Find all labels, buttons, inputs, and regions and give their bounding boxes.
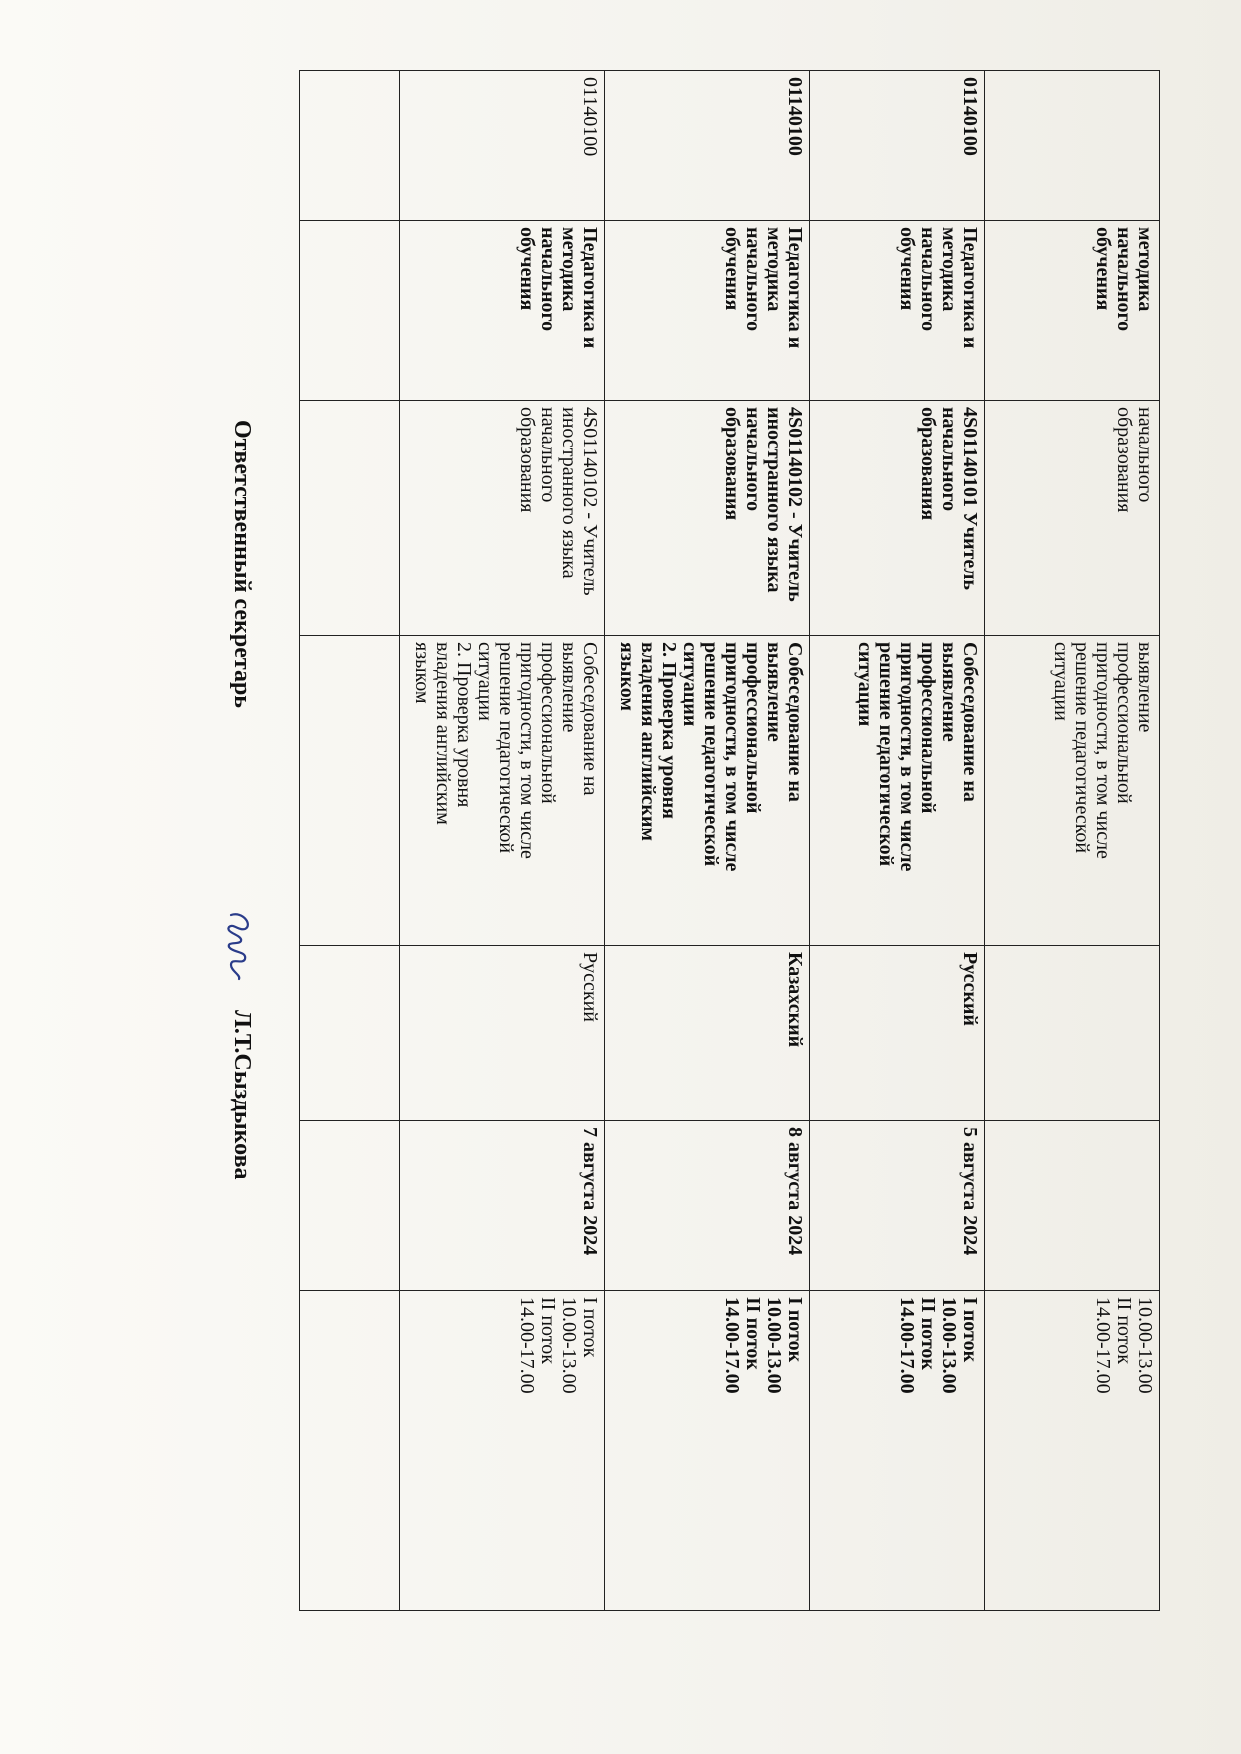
cell-line: 14.00-17.00	[896, 1297, 918, 1394]
cell-code	[300, 71, 400, 221]
cell-line: 10.00-13.00	[1134, 1297, 1156, 1394]
cell-line: пригодности, в том числе	[721, 642, 743, 872]
cell-line: выявление	[938, 642, 960, 742]
cell-line: профессиональной	[742, 642, 764, 814]
cell-line: образования	[1113, 407, 1135, 513]
cell-line: Собеседование на	[959, 642, 981, 802]
table-row	[400, 71, 605, 1611]
cell-date	[985, 1121, 1160, 1291]
cell-line: решение педагогической	[495, 642, 517, 854]
cell-line: методика	[938, 227, 960, 312]
cell-line: Педагогика и	[579, 227, 601, 349]
cell-line: 4S01140102 - Учитель	[579, 407, 601, 596]
cell-line: пригодности, в том числе	[516, 642, 538, 859]
cell-language	[300, 946, 400, 1121]
cell-line: 14.00-17.00	[721, 1297, 743, 1394]
cell-line: начального	[938, 407, 960, 512]
cell-line: обучения	[516, 227, 538, 311]
cell-language: Казахский	[605, 946, 810, 1121]
table-row	[605, 71, 810, 1611]
cell-subject	[985, 221, 1160, 401]
signature-block	[215, 40, 255, 1674]
cell-line: профессиональной	[1113, 642, 1135, 804]
cell-line: языком	[616, 642, 638, 711]
cell-line: начального	[1113, 227, 1135, 332]
handwritten-signature	[217, 905, 261, 985]
cell-line: обучения	[721, 227, 743, 311]
cell-time	[300, 1291, 400, 1611]
table-row	[985, 71, 1160, 1611]
cell-line: I поток	[784, 1297, 806, 1363]
cell-line: иностранного языка	[763, 407, 785, 593]
cell-program	[985, 401, 1160, 636]
cell-date	[300, 1121, 400, 1291]
cell-line: решение педагогической	[700, 642, 722, 867]
cell-line: II поток	[1113, 1297, 1135, 1364]
signatory-name: Л.Т.Сыздыкова	[229, 1010, 255, 1180]
cell-time	[605, 1291, 810, 1611]
cell-line: образования	[721, 407, 743, 521]
table-row	[810, 71, 985, 1611]
cell-line: методика	[763, 227, 785, 312]
cell-line: Собеседование на	[579, 642, 601, 796]
cell-line: начального	[537, 407, 559, 503]
cell-subject	[810, 221, 985, 401]
cell-line: Собеседование на	[784, 642, 806, 802]
cell-line: начального	[917, 227, 939, 332]
cell-date: 7 августа 2024	[400, 1121, 605, 1291]
cell-date: 8 августа 2024	[605, 1121, 810, 1291]
cell-line: 14.00-17.00	[516, 1297, 538, 1394]
cell-exam	[300, 636, 400, 946]
cell-line: 2. Проверка уровня	[453, 642, 475, 808]
cell-code: 01140100	[810, 71, 985, 221]
cell-language: Русский	[400, 946, 605, 1121]
cell-line: выявление	[763, 642, 785, 742]
cell-line: профессиональной	[917, 642, 939, 814]
cell-line: начального	[742, 227, 764, 332]
cell-subject	[605, 221, 810, 401]
cell-line: профессиональной	[537, 642, 559, 804]
cell-exam	[985, 636, 1160, 946]
cell-line: 10.00-13.00	[763, 1297, 785, 1394]
cell-language	[985, 946, 1160, 1121]
cell-line: методика	[1134, 227, 1156, 312]
cell-line: методика	[558, 227, 580, 312]
cell-line: 10.00-13.00	[938, 1297, 960, 1394]
cell-line: ситуации	[1050, 642, 1072, 721]
cell-code	[985, 71, 1160, 221]
cell-date: 5 августа 2024	[810, 1121, 985, 1291]
cell-line: языком	[411, 642, 433, 704]
rotated-landscape-page	[60, 40, 1160, 1674]
cell-exam	[605, 636, 810, 946]
cell-code: 01140100	[605, 71, 810, 221]
cell-line: ситуации	[854, 642, 876, 727]
cell-line: обучения	[1092, 227, 1114, 311]
cell-subject	[300, 221, 400, 401]
cell-line: образования	[516, 407, 538, 513]
cell-line: 4S01140102 - Учитель	[784, 407, 806, 602]
signatory-title: Ответственный секретарь	[229, 420, 255, 708]
cell-line: 10.00-13.00	[558, 1297, 580, 1394]
cell-line: выявление	[558, 642, 580, 733]
cell-line: 14.00-17.00	[1092, 1297, 1114, 1394]
cell-line: владения английским	[637, 642, 659, 842]
cell-line: решение педагогической	[1071, 642, 1093, 854]
cell-program	[810, 401, 985, 636]
cell-line: начального	[537, 227, 559, 332]
cell-line: владения английским	[432, 642, 454, 825]
cell-line: I поток	[959, 1297, 981, 1363]
cell-time	[400, 1291, 605, 1611]
cell-line: пригодности, в том числе	[1092, 642, 1114, 859]
cell-line: решение педагогической	[875, 642, 897, 867]
cell-time	[810, 1291, 985, 1611]
cell-exam	[400, 636, 605, 946]
cell-line: ситуации	[474, 642, 496, 721]
cell-line: начального	[1134, 407, 1156, 503]
cell-line: ситуации	[679, 642, 701, 727]
cell-line: Педагогика и	[784, 227, 806, 349]
cell-line: начального	[742, 407, 764, 512]
cell-line: иностранного языка	[558, 407, 580, 579]
cell-line: 4S01140101 Учитель	[959, 407, 981, 590]
cell-line: выявление	[1134, 642, 1156, 733]
schedule-table-body	[300, 71, 1160, 1611]
cell-time	[985, 1291, 1160, 1611]
cell-exam	[810, 636, 985, 946]
schedule-table	[299, 70, 1160, 1611]
cell-line: обучения	[896, 227, 918, 311]
cell-line: II поток	[537, 1297, 559, 1364]
cell-code: 01140100	[400, 71, 605, 221]
cell-program	[605, 401, 810, 636]
cell-line: Педагогика и	[959, 227, 981, 349]
cell-language: Русский	[810, 946, 985, 1121]
cell-subject	[400, 221, 605, 401]
cell-program	[300, 401, 400, 636]
cell-line: II поток	[917, 1297, 939, 1370]
table-row	[300, 71, 400, 1611]
cell-line: 2. Проверка уровня	[658, 642, 680, 819]
cell-program	[400, 401, 605, 636]
cell-line: II поток	[742, 1297, 764, 1370]
cell-line: образования	[917, 407, 939, 521]
cell-line: I поток	[579, 1297, 601, 1358]
cell-line: пригодности, в том числе	[896, 642, 918, 872]
